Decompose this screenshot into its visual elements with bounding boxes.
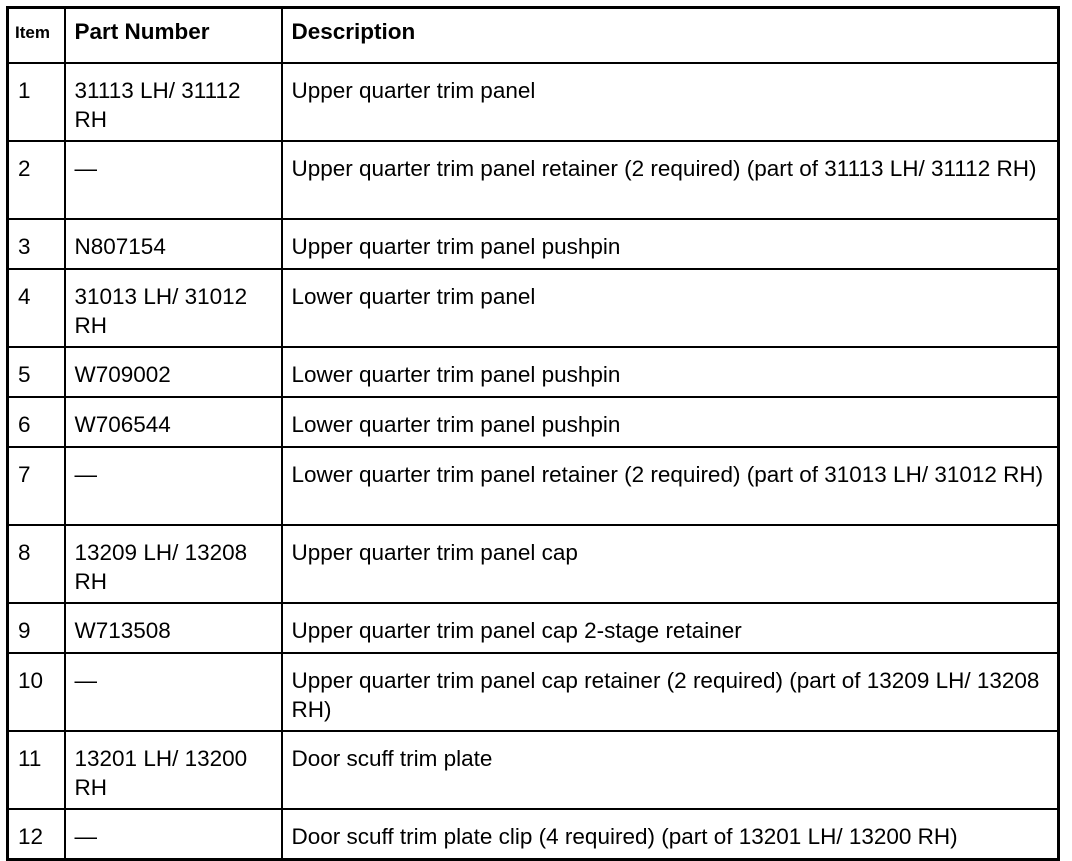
table-row — [8, 809, 1059, 860]
cell-item: 5 — [8, 347, 65, 397]
cell-item: 2 — [8, 141, 65, 219]
cell-description: Lower quarter trim panel pushpin — [282, 397, 1059, 447]
parts-table — [6, 6, 1060, 861]
header-part-number: Part Number — [65, 8, 282, 64]
table-body — [8, 63, 1059, 860]
cell-part-number: — — [65, 447, 282, 525]
table-row — [8, 603, 1059, 653]
table-row — [8, 347, 1059, 397]
table-row — [8, 525, 1059, 603]
cell-item: 10 — [8, 653, 65, 731]
table-row — [8, 447, 1059, 525]
cell-description: Upper quarter trim panel cap retainer (2 required) (part of 13209 LH/ 13208 RH) — [282, 653, 1059, 731]
cell-item: 11 — [8, 731, 65, 809]
table-row — [8, 269, 1059, 347]
cell-part-number: — — [65, 141, 282, 219]
cell-part-number: 31013 LH/ 31012 RH — [65, 269, 282, 347]
table-row — [8, 219, 1059, 269]
cell-part-number: — — [65, 653, 282, 731]
cell-part-number: 13201 LH/ 13200 RH — [65, 731, 282, 809]
cell-description: Upper quarter trim panel pushpin — [282, 219, 1059, 269]
cell-item: 8 — [8, 525, 65, 603]
table-row — [8, 731, 1059, 809]
header-description: Description — [282, 8, 1059, 64]
cell-description: Upper quarter trim panel cap 2-stage retainer — [282, 603, 1059, 653]
header-item: Item — [8, 8, 65, 64]
table-header — [8, 8, 1059, 64]
cell-item: 3 — [8, 219, 65, 269]
table-row — [8, 653, 1059, 731]
cell-description: Door scuff trim plate — [282, 731, 1059, 809]
cell-description: Upper quarter trim panel retainer (2 required) (part of 31113 LH/ 31112 RH) — [282, 141, 1059, 219]
cell-part-number: W709002 — [65, 347, 282, 397]
cell-item: 1 — [8, 63, 65, 141]
cell-part-number: 31113 LH/ 31112 RH — [65, 63, 282, 141]
cell-part-number: 13209 LH/ 13208 RH — [65, 525, 282, 603]
cell-item: 4 — [8, 269, 65, 347]
cell-description: Lower quarter trim panel — [282, 269, 1059, 347]
cell-part-number: W713508 — [65, 603, 282, 653]
cell-description: Upper quarter trim panel — [282, 63, 1059, 141]
cell-item: 6 — [8, 397, 65, 447]
cell-part-number: N807154 — [65, 219, 282, 269]
cell-item: 7 — [8, 447, 65, 525]
cell-description: Upper quarter trim panel cap — [282, 525, 1059, 603]
table-row — [8, 141, 1059, 219]
cell-item: 9 — [8, 603, 65, 653]
cell-part-number: — — [65, 809, 282, 860]
cell-part-number: W706544 — [65, 397, 282, 447]
cell-description: Lower quarter trim panel retainer (2 required) (part of 31013 LH/ 31012 RH) — [282, 447, 1059, 525]
cell-description: Lower quarter trim panel pushpin — [282, 347, 1059, 397]
header-row — [8, 8, 1059, 64]
table-row — [8, 397, 1059, 447]
cell-description: Door scuff trim plate clip (4 required) (part of 13201 LH/ 13200 RH) — [282, 809, 1059, 860]
table-row — [8, 63, 1059, 141]
cell-item: 12 — [8, 809, 65, 860]
